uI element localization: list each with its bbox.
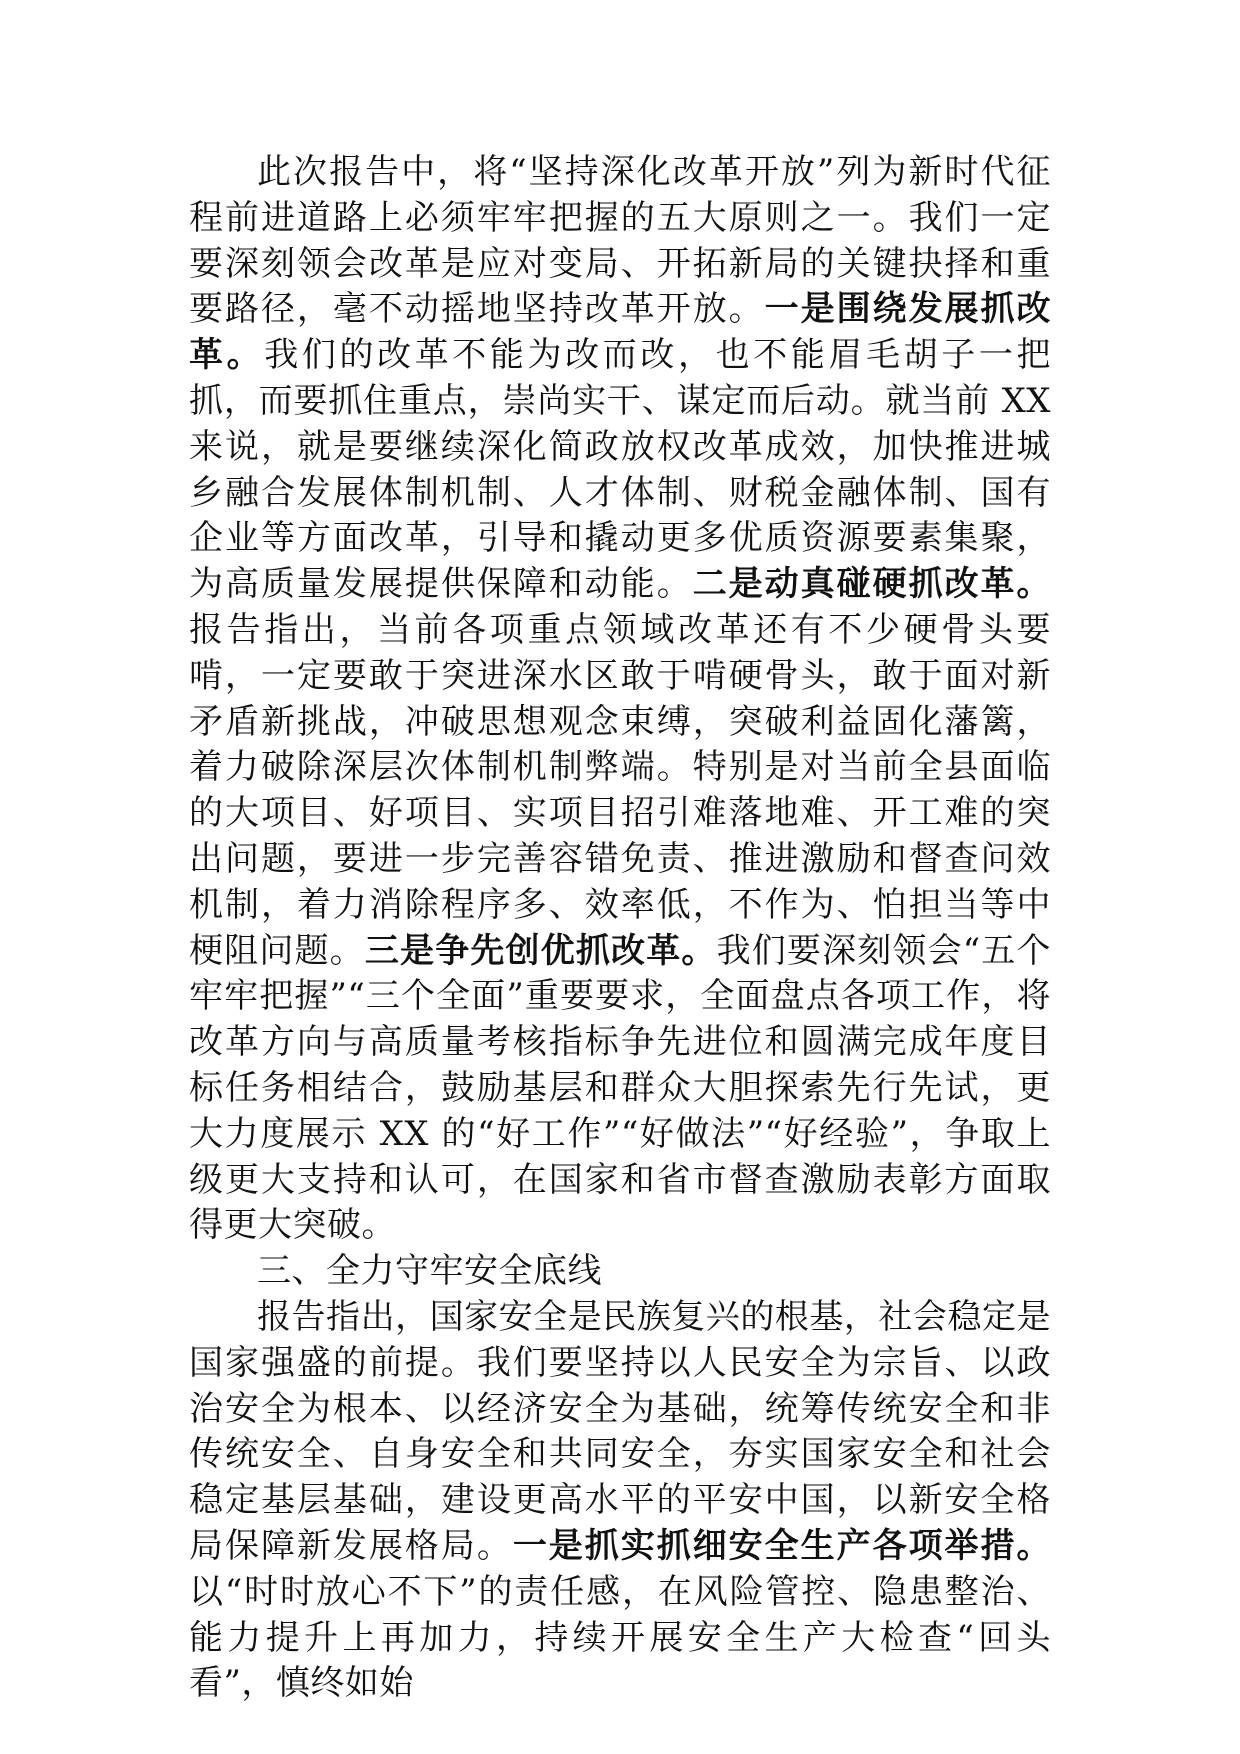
point-heading-1: 一是围绕发展抓改革。: [189, 289, 1052, 376]
paragraph-text: 报告指出，当前各项重点领域改革还有不少硬骨头要啃，一定要敢于突进深水区敢于啃硬骨头，敢于面对新矛盾新挑战，冲破思想观念束缚，突破利益固化藩篱，着力破除深层次体制机制弊端。特别是对当前全县面临的大项目、好项目、实项目招引难落地难、开工难的突出问题，要进一步完善容错免责、推进激励和督查问效机制，着力消除程序多、效率低，不作为、怕担当等中梗阻问题。: [189, 609, 1051, 971]
point-heading-3: 三是争先创优抓改革。: [364, 930, 717, 971]
section-heading-safety: 三、全力守牢安全底线: [257, 1251, 602, 1292]
point-heading-2: 二是动真碰硬抓改革。: [692, 564, 1052, 605]
paragraph-text: 此次报告中，将“坚持深化改革开放”列为新时代征程前进道路上必须牢牢把握的五大原则之一。我们一定要深刻领会改革是应对变局、开拓新局的关键抉择和重要路径，毫不动摇地坚持改革开放。: [189, 152, 1051, 330]
paragraph-text: 我们的改革不能为改而改，也不能眉毛胡子一把抓，而要抓住重点，崇尚实干、谋定而后动。就当前 XX 来说，就是要继续深化简政放权改革成效，加快推进城乡融合发展体制机制、人才体制、财税金融体制、国有企业等方面改革，引导和撬动更多优质资源要素集聚，为高质量发展提供保障和动能。: [189, 335, 1052, 605]
paragraph-text: 我们要深刻领会“五个牢牢把握”“三个全面”重要要求，全面盘点各项工作，将改革方向与高质量考核指标争先进位和圆满完成年度目标任务相结合，鼓励基层和群众大胆探索先行先试，更大力度展示 XX 的“好工作”“好做法”“好经验”，争取上级更大支持和认可，在国家和省市督查激励表彰方面取得更大突破。: [189, 930, 1052, 1246]
paragraph-text: 报告指出，国家安全是民族复兴的根基，社会稳定是国家强盛的前提。我们要坚持以人民安全为宗旨、以政治安全为根本、以经济安全为基础，统筹传统安全和非传统安全、自身安全和共同安全，夯实国家安全和社会稳定基层基础，建设更高水平的平安中国，以新安全格局保障新发展格局。: [189, 1296, 1051, 1566]
paragraph-national-security: [189, 1295, 1051, 1707]
document-body: [189, 150, 1051, 1707]
paragraph-text: 以“时时放心不下”的责任感，在风险管控、隐患整治、能力提升上再加力，持续开展安全生产大检查“回头看”，慎终如始: [189, 1571, 1051, 1704]
point-heading-1: 一是抓实抓细安全生产各项举措。: [512, 1525, 1052, 1566]
paragraph-reform-opening: [189, 150, 1051, 1249]
